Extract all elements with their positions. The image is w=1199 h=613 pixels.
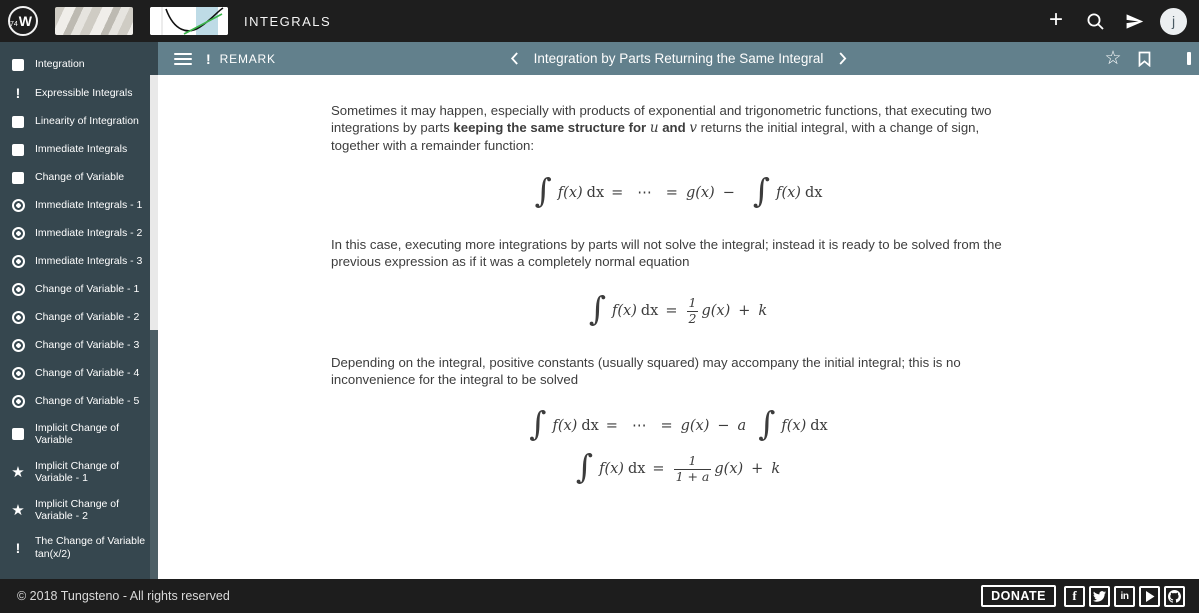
previous-lesson-chevron-icon[interactable] <box>510 52 518 65</box>
bookmark-icon[interactable] <box>1133 48 1155 70</box>
lesson-nav <box>510 51 848 66</box>
square-icon <box>10 114 26 129</box>
sidebar-item-label: Implicit Change of Variable - 2 <box>35 497 120 522</box>
radio-button-checked-icon <box>10 310 26 325</box>
formula-solved-constant <box>331 447 1026 487</box>
math-term: a <box>737 418 747 434</box>
remark-badge <box>206 51 276 67</box>
app-title: INTEGRALS <box>244 13 332 29</box>
fraction: $\frac{1}{1 + a}$ <box>675 453 710 484</box>
math-term: k <box>771 461 781 477</box>
sidebar-item-the-change-of-variable-tan-x-2[interactable] <box>10 535 150 560</box>
linkedin-icon[interactable]: in <box>1114 586 1135 607</box>
math-term: = <box>605 418 618 434</box>
square-icon <box>10 142 26 157</box>
math-term: = <box>611 185 624 201</box>
math-term: g(x) <box>685 185 715 201</box>
top-app-bar <box>0 0 1199 42</box>
math-term: = <box>660 418 673 434</box>
sidebar-item-label: The Change of Variable tan(x/2) <box>35 535 146 560</box>
math-var-v: v <box>689 120 697 136</box>
send-icon[interactable] <box>1121 8 1147 34</box>
math-term: ⋯ <box>631 418 647 434</box>
topbar-actions <box>1043 8 1187 35</box>
math-term: + <box>751 461 764 477</box>
graph-thumbnail-drawing <box>150 7 228 35</box>
sidebar-item-immediate-integrals[interactable] <box>10 142 150 157</box>
footer <box>0 579 1199 613</box>
math-term: − <box>722 185 735 201</box>
sidebar-item-label: Immediate Integrals <box>35 143 128 156</box>
sidebar-item-list <box>10 57 150 560</box>
square-outline-icon[interactable] <box>1164 48 1186 70</box>
main-column <box>158 42 1199 579</box>
math-term: f(x) <box>781 418 807 434</box>
math-term: g(x) <box>680 418 710 434</box>
sidebar-item-label: Implicit Change of Variable - 1 <box>35 459 120 485</box>
fraction: $\frac{1}{2}$ <box>688 295 697 326</box>
logo-symbol: W <box>18 13 32 29</box>
sidebar-item-change-of-variable-4[interactable] <box>10 366 150 381</box>
sidebar-item-change-of-variable-3[interactable] <box>10 338 150 353</box>
math-term: f(x) <box>612 303 637 319</box>
integral-sign: ∫ <box>534 171 552 210</box>
sidebar-item-label: Change of Variable - 5 <box>35 395 140 408</box>
paragraph-1: Sometimes it may happen, especially with products of exponential and trigonometric functions, that executing two integrations by parts keeping the same structure for u and v returns the initial integral, with a change of sign, together with a remainder function: <box>331 103 992 153</box>
exclamation-icon: ! <box>206 50 211 67</box>
paragraph-2: In this case, executing more integrations by parts will not solve the integral; instead it is ready to be solved from the previous expression as if it was a completely normal equation <box>331 237 1002 269</box>
sidebar-scrollbar-thumb[interactable] <box>150 75 158 330</box>
math-term: f(x) <box>599 461 624 477</box>
sidebar-item-label: Change of Variable <box>35 171 125 184</box>
radio-button-checked-icon <box>10 366 26 381</box>
math-var-u: u <box>649 120 659 136</box>
sidebar-item-label: Immediate Integrals - 2 <box>35 227 143 240</box>
sidebar-item-implicit-change-of-variable-1[interactable] <box>10 460 150 485</box>
twitter-icon[interactable] <box>1089 586 1110 607</box>
app-body <box>0 42 1199 579</box>
radio-button-checked-icon <box>10 282 26 297</box>
integrals-graph-thumbnail[interactable] <box>150 7 228 35</box>
sidebar-item-change-of-variable-1[interactable] <box>10 282 150 297</box>
logo-atomic-number: 74 <box>10 21 18 28</box>
sidebar-item-change-of-variable[interactable] <box>10 170 150 185</box>
math-term: dx <box>640 303 659 319</box>
sidebar-item-implicit-change-of-variable[interactable] <box>10 422 150 447</box>
integral-sign: ∫ <box>752 171 771 210</box>
sidebar-item-immediate-integrals-2[interactable] <box>10 226 150 241</box>
remark-label: REMARK <box>219 51 276 66</box>
radio-button-checked-icon <box>10 226 26 241</box>
formula-same-integral <box>331 171 1026 211</box>
sidebar-scrollbar[interactable] <box>150 42 158 579</box>
radio-button-checked-icon <box>10 394 26 409</box>
sidebar-scrollbar-track <box>150 330 158 579</box>
formula-solved-half <box>331 289 1026 329</box>
social-icon-list <box>1064 586 1185 607</box>
toolbar-left <box>174 51 276 67</box>
square-icon <box>10 427 26 442</box>
math-term: dx <box>586 185 605 201</box>
math-term: f(x) <box>776 185 801 201</box>
tungsten-photo-thumbnail[interactable] <box>55 7 133 35</box>
math-term: = <box>665 303 678 319</box>
sidebar-item-expressible-integrals[interactable] <box>10 85 150 101</box>
sidebar-item-label: Implicit Change of Variable <box>35 422 120 447</box>
github-icon[interactable] <box>1164 586 1185 607</box>
sidebar-item-label: Change of Variable - 2 <box>35 311 140 324</box>
formula-constant-a <box>331 404 1026 444</box>
sidebar-item-implicit-change-of-variable-2[interactable] <box>10 498 150 523</box>
youtube-icon[interactable] <box>1139 586 1160 607</box>
sidebar-item-label: Linearity of Integration <box>35 115 139 128</box>
radio-button-checked-icon <box>10 338 26 353</box>
math-term: + <box>738 303 751 319</box>
sidebar <box>0 42 158 579</box>
math-term: − <box>717 418 730 434</box>
user-avatar[interactable]: j <box>1160 8 1187 35</box>
radio-button-checked-icon <box>10 198 26 213</box>
donate-button[interactable]: DONATE <box>981 585 1056 607</box>
sidebar-item-immediate-integrals-3[interactable] <box>10 254 150 269</box>
sidebar-item-linearity-of-integration[interactable] <box>10 114 150 129</box>
math-term: g(x) <box>714 461 744 477</box>
exclamation-icon: ! <box>15 539 21 556</box>
sidebar-item-change-of-variable-5[interactable] <box>10 394 150 409</box>
math-term: dx <box>810 418 828 434</box>
star-icon: ★ <box>11 501 25 519</box>
star-icon[interactable]: ☆ <box>1104 48 1122 69</box>
exclamation-icon: ! <box>15 85 21 101</box>
math-term: ⋯ <box>637 185 652 201</box>
math-term: g(x) <box>701 303 731 319</box>
lesson-content <box>158 75 1199 579</box>
math-term: = <box>652 461 665 477</box>
sidebar-item-change-of-variable-2[interactable] <box>10 310 150 325</box>
math-term: = <box>665 185 678 201</box>
menu-icon[interactable] <box>174 51 192 67</box>
sidebar-item-label: Integration <box>35 58 85 71</box>
next-lesson-chevron-icon[interactable] <box>839 52 847 65</box>
sidebar-item-immediate-integrals-1[interactable] <box>10 198 150 213</box>
radio-button-checked-icon <box>10 254 26 269</box>
star-icon: ★ <box>11 464 25 482</box>
footer-actions <box>981 585 1185 607</box>
tungsteno-logo[interactable] <box>8 6 38 36</box>
paragraph-3: Depending on the integral, positive constants (usually squared) may accompany the initial integral; this is no inconvenience for the integral to be solved <box>331 355 961 387</box>
copyright-text: © 2018 Tungsteno - All rights reserved <box>17 589 230 603</box>
integral-sign: ∫ <box>529 404 547 443</box>
sidebar-item-label: Change of Variable - 1 <box>35 283 140 296</box>
facebook-icon[interactable]: f <box>1064 586 1085 607</box>
sidebar-item-label: Change of Variable - 3 <box>35 339 140 352</box>
integral-sign: ∫ <box>758 404 776 443</box>
sidebar-item-label: Expressible Integrals <box>35 86 133 99</box>
math-term: f(x) <box>552 418 578 434</box>
add-icon[interactable]: + <box>1048 6 1063 33</box>
sidebar-item-label: Change of Variable - 4 <box>35 367 140 380</box>
math-term: k <box>758 303 768 319</box>
sidebar-item-label: Immediate Integrals - 1 <box>35 199 143 212</box>
lesson-title: Integration by Parts Returning the Same Integral <box>533 51 824 66</box>
sidebar-item-label: Immediate Integrals - 3 <box>35 255 143 268</box>
math-term: dx <box>627 461 646 477</box>
integral-sign: ∫ <box>588 289 607 328</box>
math-term: dx <box>581 418 599 434</box>
math-term: dx <box>804 185 823 201</box>
search-icon[interactable] <box>1082 8 1108 34</box>
lesson-toolbar <box>158 42 1199 75</box>
square-icon <box>10 57 26 72</box>
math-term: f(x) <box>557 185 583 201</box>
square-icon <box>10 170 26 185</box>
integral-sign: ∫ <box>575 447 594 486</box>
toolbar-right <box>1102 48 1186 70</box>
sidebar-item-integration[interactable] <box>10 57 150 72</box>
